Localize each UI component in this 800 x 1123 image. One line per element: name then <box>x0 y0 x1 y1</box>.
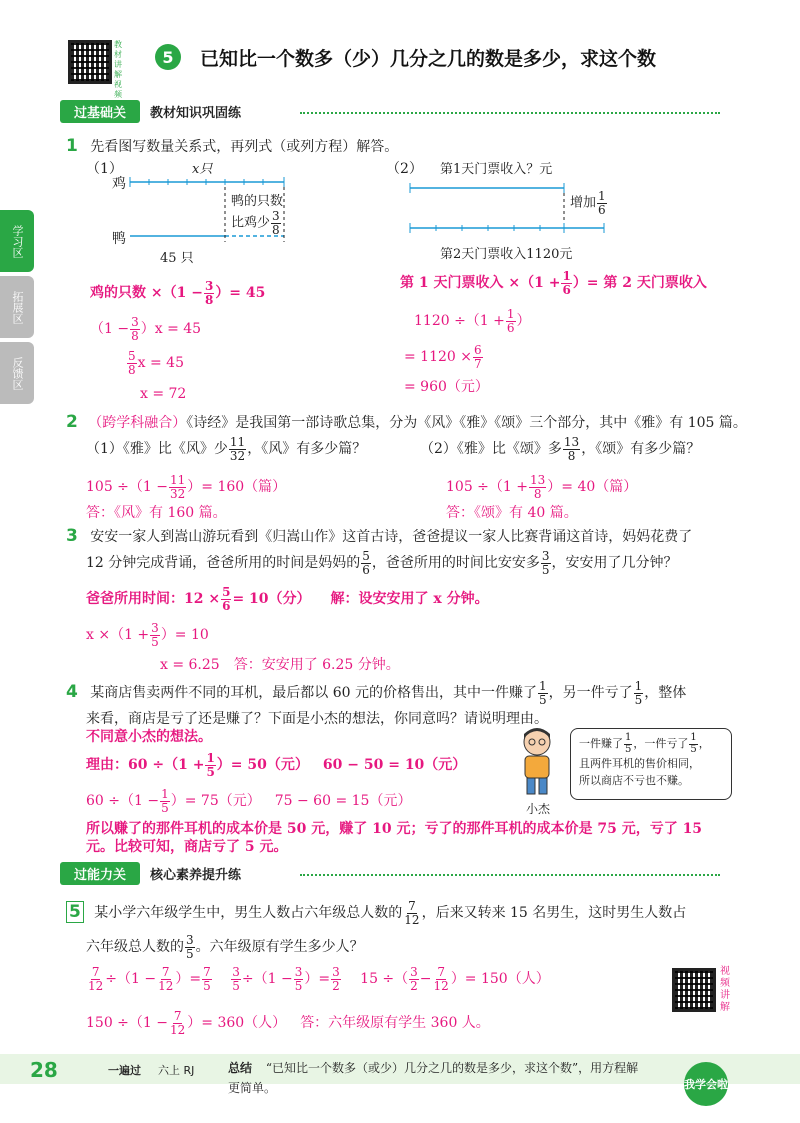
video-qr-icon[interactable] <box>672 968 716 1012</box>
boy-name: 小杰 <box>526 802 551 816</box>
q2-tag: （跨学科融合） <box>88 415 187 431</box>
q4-conclusion1: 所以赚了的那件耳机的成本价是 50 元，赚了 10 元；亏了的那件耳机的成本价是 75 元，亏了 15 <box>86 821 703 837</box>
q3-ans1: 爸爸所用时间：12 × $\frac{5}{6}$ = 10（分） 解：设安安用了 x 分钟。 <box>86 585 489 613</box>
q4-conclusion2: 元。比较可知，商店亏了 5 元。 <box>86 839 288 855</box>
q1-part2-label: （2） <box>386 161 423 177</box>
q3-stem-line2: 12 分钟完成背诵，爸爸所用的时间是妈妈的 $\frac{5}{6}$ ，爸爸所用的时间比安安多 $\frac{3}{5}$ ，安安用了几分钟？ <box>86 549 678 577</box>
q2-ans2: 105 ÷（1 + $\frac{13}{8}$ ）= 40（篇） <box>446 473 638 501</box>
q3-ans2: x ×（1 + $\frac{3}{5}$ ）= 10 <box>86 621 209 649</box>
question-number: 5 <box>66 901 84 923</box>
speech-bubble <box>570 728 732 800</box>
q2-ans1: 105 ÷（1 − $\frac{11}{32}$ ）= 160（篇） <box>86 473 287 501</box>
bubble-line1: 一件赚了 $\frac{1}{5}$ ，一件亏了 $\frac{1}{5}$ ， <box>579 732 710 755</box>
section-divider <box>300 874 720 876</box>
q1-ans1-line2: （1 − $\frac{3}{8}$ ）x = 45 <box>90 315 202 343</box>
q2-stem <box>66 412 747 432</box>
fig2-increase-label: 增加 $\frac{1}{6}$ <box>570 189 606 217</box>
section-divider <box>300 112 720 114</box>
q4-stem-line1: 4 某商店售卖两件不同的耳机，最后都以 60 元的价格售出，其中一件赚了 $\frac{1}{5}$ ，另一件亏了 $\frac{1}{5}$ ，整体 <box>66 679 687 707</box>
question-number: 3 <box>66 526 78 546</box>
q4-reason1: 理由：60 ÷（1 + $\frac{1}{5}$ ）= 50（元） 60 − 50 = 10（元） <box>86 751 467 779</box>
fig1-duck-label: 鸭 <box>112 231 126 247</box>
q5-stem-line2: 六年级总人数的 $\frac{3}{5}$ 。六年级原有学生多少人？ <box>86 933 364 961</box>
q2-ans1-final: 答：《风》有 160 篇。 <box>86 505 227 521</box>
sidebar-tab-label: 反馈区 <box>11 356 24 390</box>
video-label: 视频讲解 <box>720 966 730 1013</box>
qr-code-icon[interactable] <box>68 40 112 84</box>
sidebar-tab-label: 拓展区 <box>11 290 24 324</box>
sidebar-tab-study[interactable] <box>0 210 34 272</box>
footer-summary: 总结 “已知比一个数多（或少）几分之几的数是多少，求这个数”，用方程解 更简单。 <box>228 1061 639 1095</box>
fig1-bottom-label: 45 只 <box>160 251 194 266</box>
q4-reason2: 60 ÷（1 − $\frac{1}{5}$ ）= 75（元） 75 − 60 = 15（元） <box>86 787 412 815</box>
page-title: 已知比一个数多（少）几分之几的数是多少，求这个数 <box>200 48 657 70</box>
q1-ans1-line4: x = 72 <box>140 386 187 402</box>
q3-stem-line1: 3 安安一家人到嵩山游玩看到《归嵩山作》这首古诗，爸爸提议一家人比赛背诵这首诗，妈妈花费了 <box>66 526 693 546</box>
q2-ans2-final: 答：《颂》有 40 篇。 <box>446 505 578 521</box>
q5-stem-line1: 5 某小学六年级学生中，男生人数占六年级总人数的 $\frac{7}{12}$ ，后来又转来 15 名男生，这时男生人数占 <box>66 900 686 926</box>
q1-stem <box>66 136 398 156</box>
q5-ans-line2: 150 ÷（1 − $\frac{7}{12}$ ）= 360（人） 答：六年级原有学生 360 人。 <box>86 1009 490 1037</box>
sidebar-tab-extend[interactable] <box>0 276 34 338</box>
q1-ans1-line1: 鸡的只数 ×（1 − $\frac{3}{8}$ ）= 45 <box>90 279 266 307</box>
fig2-top-label: 第1天门票收入？元 <box>440 162 553 177</box>
sidebar-tab-label: 学习区 <box>11 224 24 258</box>
bubble-line2: 且两件耳机的售价相同， <box>579 757 700 770</box>
bubble-line3: 所以商店不亏也不赚。 <box>579 774 689 787</box>
q1-ans2-line4: = 960（元） <box>404 379 489 395</box>
sidebar-tab-feedback[interactable] <box>0 342 34 404</box>
fig1-note1: 鸭的只数 <box>231 194 284 209</box>
question-number: 1 <box>66 136 78 156</box>
footer-grade: 六上 RJ <box>158 1064 195 1077</box>
q2-part1: （1）《雅》比《风》少 $\frac{11}{32}$ ，《风》有多少篇？ <box>86 435 367 463</box>
fig2-bottom-label: 第2天门票收入1120元 <box>440 247 573 262</box>
footer-brand: 一遍过 <box>108 1064 141 1077</box>
section-ability-subtitle: 核心素养提升练 <box>150 867 242 883</box>
q2-part2: （2）《雅》比《颂》多 $\frac{13}{8}$ ，《颂》有多少篇？ <box>420 435 701 463</box>
q4-answer: 不同意小杰的想法。 <box>86 729 212 745</box>
lesson-number-badge: 5 <box>155 44 181 70</box>
section-ability-header <box>60 860 241 886</box>
q1-part1-label: （1） <box>86 161 123 177</box>
footer-badge: 我学会啦 <box>684 1062 728 1106</box>
section-ability-tag: 过能力关 <box>60 862 140 885</box>
qr-side-label: 教材讲解视频 <box>114 40 122 99</box>
q5-ans-line1: $\frac{7}{12}$ ÷（1 − $\frac{7}{12}$ ）= $\frac{7}{5}$ $\frac{3}{5}$ ÷（1 − $\frac{3}{5}$ ）= $\frac{3}{2}$ 15 ÷（ $\frac{3}{2}$ − $\frac{7}{12}$ ）= 150（人） <box>88 965 550 993</box>
fig1-x-label: x只 <box>192 162 213 177</box>
boy-illustration-icon <box>512 726 562 798</box>
question-number: 4 <box>66 682 78 703</box>
q1-ans2-line3: = 1120 × $\frac{6}{7}$ <box>404 343 482 371</box>
q2-text: 《诗经》是我国第一部诗歌总集，分为《风》《雅》《颂》三个部分，其中《雅》有 105 篇。 <box>186 415 747 431</box>
section-basic-tag: 过基础关 <box>60 100 140 123</box>
q3-ans3: x = 6.25 答：安安用了 6.25 分钟。 <box>160 657 400 673</box>
q1-text: 先看图写数量关系式，再列式（或列方程）解答。 <box>90 139 399 155</box>
question-number: 2 <box>66 412 78 432</box>
q1-ans1-line3: $\frac{5}{8}$ x = 45 <box>128 349 184 377</box>
page-number: 28 <box>30 1058 58 1082</box>
section-basic-subtitle: 教材知识巩固练 <box>150 105 242 121</box>
fig1-note2: 比鸡少 $\frac{3}{8}$ <box>231 209 280 237</box>
q1-ans2-line2: 1120 ÷（1 + $\frac{1}{6}$ ） <box>414 307 531 335</box>
q4-stem-line2: 来看，商店是亏了还是赚了？下面是小杰的想法，你同意吗？请说明理由。 <box>86 711 548 727</box>
section-basic-header <box>60 98 241 124</box>
fig1-chicken-label: 鸡 <box>112 176 126 192</box>
q1-ans2-line1: 第 1 天门票收入 ×（1 + $\frac{1}{6}$ ）= 第 2 天门票收入 <box>400 269 707 297</box>
